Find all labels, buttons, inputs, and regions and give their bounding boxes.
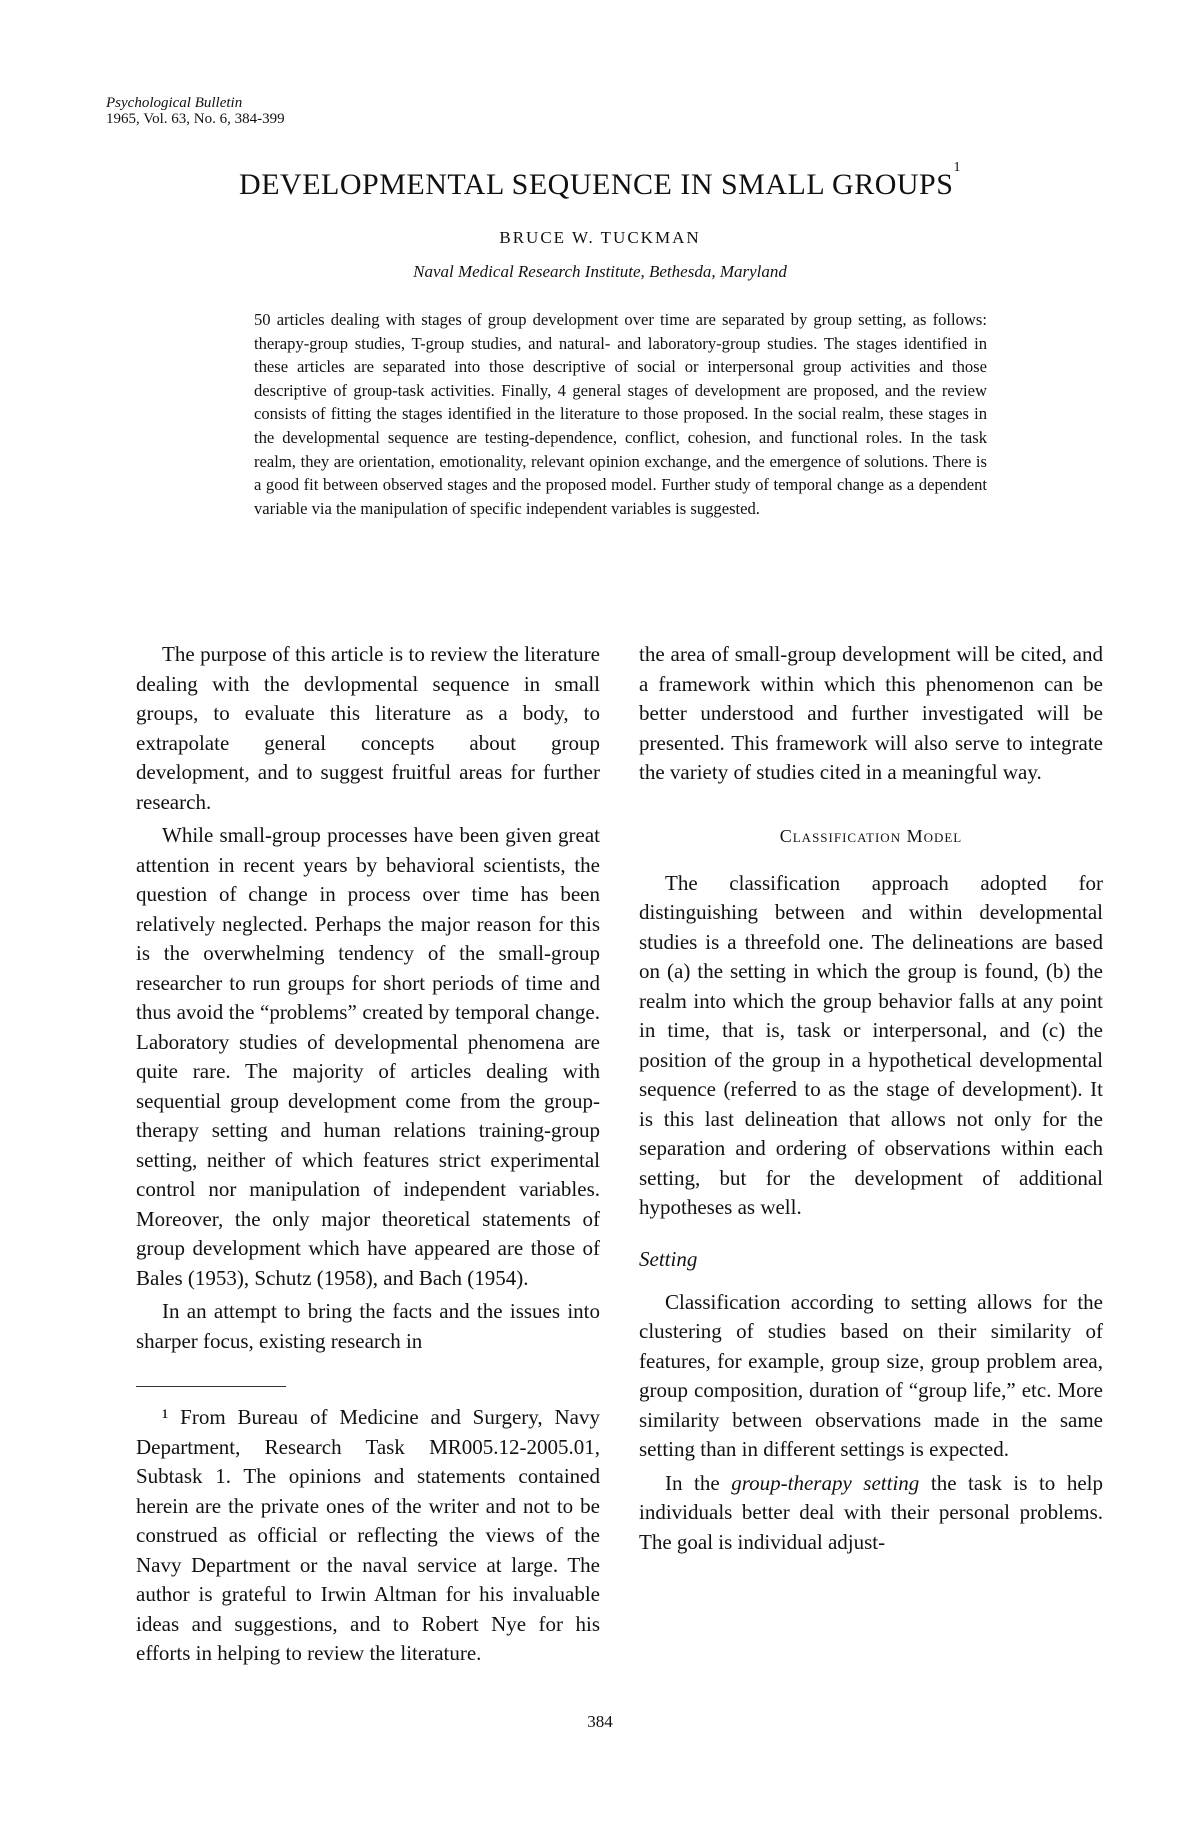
journal-name: Psychological Bulletin — [106, 95, 243, 111]
emphasized-term: group-therapy setting — [731, 1470, 920, 1495]
title-footnote-marker: 1 — [953, 160, 961, 175]
body-paragraph — [639, 1469, 1103, 1558]
article-title — [100, 160, 1100, 202]
body-paragraph: While small-group processes have been given great attention in recent years by behavioral scientists, the question of change in process over time has been relatively neglected. Perhaps the major reason for this is the overwhelming tendency of the small-group researcher to run groups for short periods of time and thus avoid the “problems” created by temporal change. Laboratory studies of developmental phenomena are quite rare. The majority of articles dealing with sequential group development come from the group-therapy setting and human relations training-group setting, neither of which features strict experimental control nor manipulation of independent variables. Moreover, the only major theoretical statements of group development which have appeared are those of Bales (1953), Schutz (1958), and Bach (1954). — [136, 823, 600, 1290]
paragraph-text: In the — [665, 1470, 732, 1495]
section-heading: Classification Model — [779, 825, 963, 846]
right-column — [639, 640, 1103, 1557]
page-number: 384 — [587, 1712, 613, 1731]
body-paragraph: The classification approach adopted for distinguishing between and within developmental studies is a threefold one. The delineations are based on (a) the setting in which the group is found, (b) the realm into which the group behavior falls at any point in time, that is, task or interpersonal, and (c) the position of the group in a hypothetical developmental sequence (referred to as the stage of development). It is this last delineation that allows not only for the separation and ordering of observations within each setting, but for the development of additional hypotheses as well. — [639, 870, 1103, 1219]
author-name: BRUCE W. TUCKMAN — [499, 228, 701, 247]
left-column — [136, 640, 600, 1669]
journal-header — [106, 95, 285, 127]
footnote: ¹ From Bureau of Medicine and Surgery, Navy Department, Research Task MR005.12-2005.01, Subtask 1. The opinions and statements contained herein are the private ones of the writer and not to be construed as official or reflecting the views of the Navy Department or the naval service at large. The author is grateful to Irwin Altman for his invaluable ideas and suggestions, and to Robert Nye for his efforts in helping to review the literature. — [136, 1405, 600, 1665]
paragraph-text: the task is to help individuals better deal with their personal problems. The goal is individual adjust- — [639, 1470, 1103, 1554]
journal-citation: 1965, Vol. 63, No. 6, 384-399 — [106, 111, 285, 127]
subsection-heading: Setting — [639, 1246, 698, 1271]
abstract: 50 articles dealing with stages of group development over time are separated by group setting, as follows: therapy-group studies, T-group studies, and natural- and laboratory-group studies. The stages identified in these articles are separated into those descriptive of social or interpersonal group activities and those descriptive of group-task activities. Finally, 4 general stages of development are proposed, and the review consists of fitting the stages identified in the literature to those proposed. In the social realm, these stages in the developmental sequence are testing-dependence, conflict, cohesion, and functional roles. In the task realm, they are orientation, emotionality, relevant opinion exchange, and the emergence of solutions. There is a good fit between observed stages and the proposed model. Further study of temporal change as a dependent variable via the manipulation of specific independent variables is suggested. — [254, 310, 987, 518]
body-paragraph: Classification according to setting allows for the clustering of studies based on their similarity of features, for example, group size, group problem area, group composition, duration of “group life,” etc. More similarity between observations made in the same setting than in different settings is expected. — [639, 1289, 1103, 1461]
body-paragraph: the area of small-group development will be cited, and a framework within which this phenomenon can be better understood and further investigated will be presented. This framework will also serve to integrate the variety of studies cited in a meaningful way. — [639, 642, 1103, 784]
article-title-text: DEVELOPMENTAL SEQUENCE IN SMALL GROUPS — [239, 168, 954, 201]
author-affiliation: Naval Medical Research Institute, Bethesda, Maryland — [413, 262, 787, 281]
body-paragraph: The purpose of this article is to review the literature dealing with the devlopmental sequence in small groups, to evaluate this literature as a body, to extrapolate general concepts about group development, and to suggest fruitful areas for further research. — [136, 642, 600, 814]
body-paragraph: In an attempt to bring the facts and the issues into sharper focus, existing research in — [136, 1299, 600, 1353]
footnote-divider — [136, 1386, 286, 1387]
